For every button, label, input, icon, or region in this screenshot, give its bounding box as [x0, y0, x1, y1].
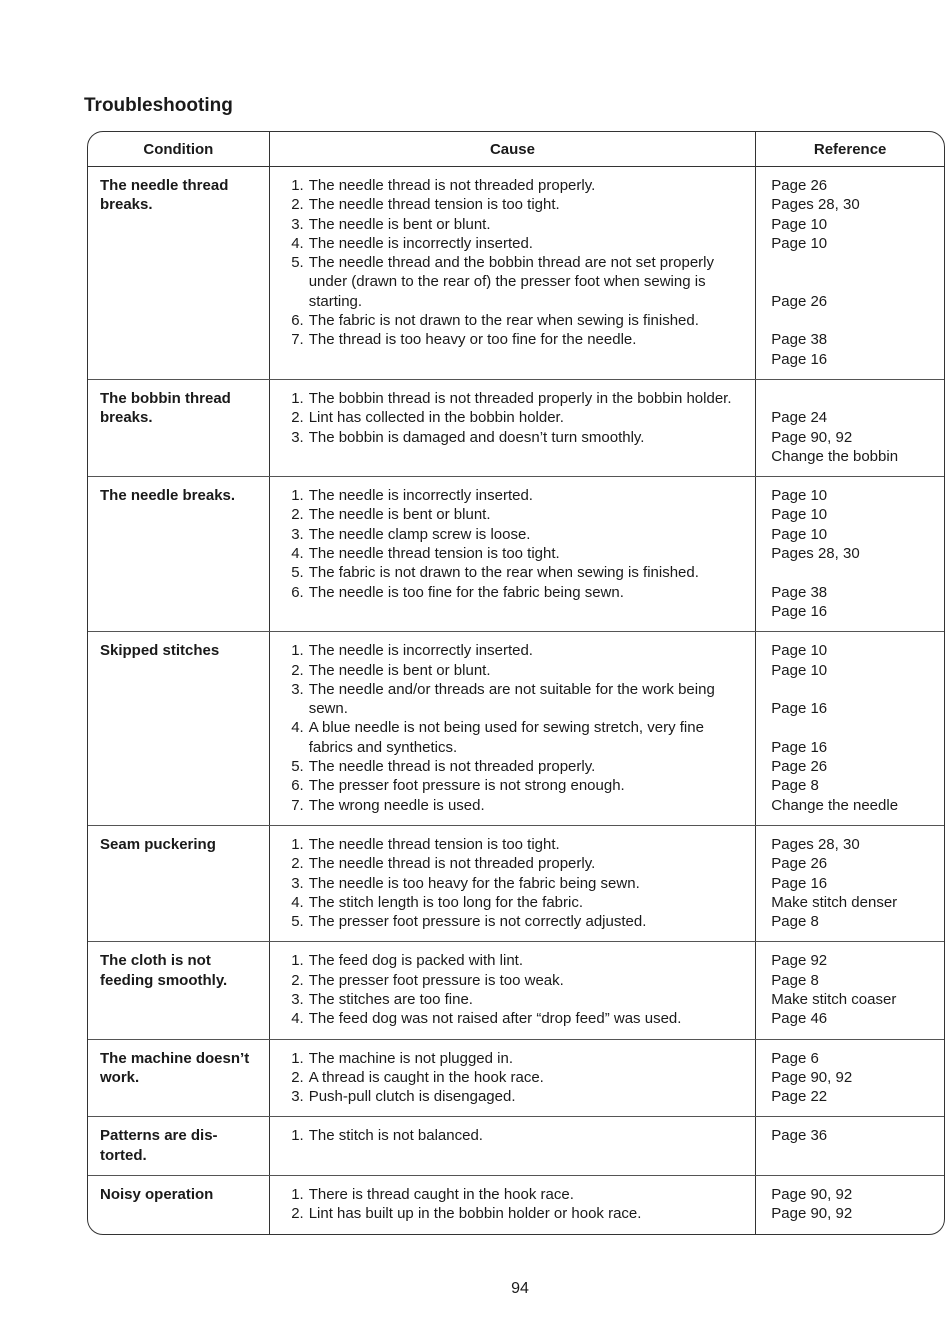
cause-cell	[269, 379, 756, 476]
cause-item	[282, 1049, 748, 1068]
cause-item	[282, 525, 748, 544]
table-body	[88, 167, 944, 1234]
table-row	[88, 1039, 944, 1117]
cause-item	[282, 1087, 748, 1106]
cause-number: 1.	[291, 389, 304, 407]
cause-item	[282, 718, 748, 757]
cause-item	[282, 253, 748, 311]
cause-number: 1.	[291, 952, 304, 970]
cause-text: The stitches are too fine.	[308, 990, 473, 1008]
cause-text: The needle clamp screw is loose.	[308, 525, 531, 543]
cause-item	[282, 971, 748, 990]
reference-line	[771, 718, 936, 737]
reference-line: Page 38	[771, 331, 828, 349]
cause-item	[282, 990, 748, 1009]
reference-line: Page 8	[771, 777, 819, 795]
reference-line: Page 16	[771, 350, 828, 368]
cause-item	[282, 389, 748, 408]
cause-number: 3.	[291, 680, 304, 698]
condition-cell: The bobbin thread breaks.	[88, 379, 269, 476]
cause-item	[282, 1009, 748, 1028]
reference-line: Page 26	[771, 292, 828, 310]
table-row	[88, 632, 944, 826]
cause-number: 5.	[291, 254, 304, 272]
reference-line: Page 10	[771, 487, 828, 505]
cause-number: 3.	[291, 525, 304, 543]
condition-cell: The machine doesn’t work.	[88, 1039, 269, 1117]
reference-line: Page 90, 92	[771, 1205, 853, 1223]
cause-item	[282, 330, 748, 349]
cause-number: 2.	[291, 971, 304, 989]
cause-text: The needle is bent or blunt.	[308, 506, 491, 524]
cause-number: 3.	[291, 874, 304, 892]
reference-line: Page 10	[771, 215, 828, 233]
cause-number: 4.	[291, 234, 304, 252]
cause-cell	[269, 942, 756, 1039]
cause-item	[282, 874, 748, 893]
reference-line: Pages 28, 30	[771, 545, 860, 563]
cause-cell	[269, 1176, 756, 1234]
reference-line	[771, 389, 936, 408]
reference-line: Page 38	[771, 583, 828, 601]
cause-item	[282, 1204, 748, 1223]
cause-number: 3.	[291, 990, 304, 1008]
cause-text: A blue needle is not being used for sewing stretch, very fine fabrics and synthetics.	[308, 719, 704, 756]
cause-cell	[269, 1039, 756, 1117]
cause-text: The presser foot pressure is too weak.	[308, 971, 564, 989]
reference-cell	[756, 942, 944, 1039]
reference-line: Page 90, 92	[771, 1068, 853, 1086]
cause-text: There is thread caught in the hook race.	[308, 1186, 574, 1204]
condition-cell: The cloth is not feeding smoothly.	[88, 942, 269, 1039]
cause-number: 3.	[291, 1088, 304, 1106]
cause-text: The stitch is not balanced.	[308, 1127, 483, 1145]
cause-item	[282, 661, 748, 680]
cause-number: 2.	[291, 661, 304, 679]
table-row	[88, 825, 944, 941]
cause-text: The needle is incorrectly inserted.	[308, 234, 533, 252]
reference-line: Page 26	[771, 855, 828, 873]
cause-item	[282, 583, 748, 602]
cause-text: The machine is not plugged in.	[308, 1049, 513, 1067]
cause-item	[282, 563, 748, 582]
cause-text: The bobbin is damaged and doesn’t turn smoothly.	[308, 428, 645, 446]
reference-cell	[756, 477, 944, 632]
cause-number: 6.	[291, 777, 304, 795]
cause-text: The needle thread tension is too tight.	[308, 545, 560, 563]
cause-text: The needle is incorrectly inserted.	[308, 487, 533, 505]
cause-item	[282, 680, 748, 719]
cause-item	[282, 641, 748, 660]
cause-item	[282, 1068, 748, 1087]
cause-item	[282, 893, 748, 912]
cause-item	[282, 776, 748, 795]
reference-line: Page 46	[771, 1010, 828, 1028]
cause-text: The bobbin thread is not threaded properly in the bobbin holder.	[308, 389, 732, 407]
reference-line	[771, 311, 936, 330]
cause-number: 2.	[291, 855, 304, 873]
reference-line: Page 10	[771, 661, 828, 679]
table-header-row	[88, 132, 944, 167]
reference-line: Page 90, 92	[771, 428, 853, 446]
cause-text: The needle is too fine for the fabric being sewn.	[308, 583, 624, 601]
cause-item	[282, 854, 748, 873]
cause-item	[282, 215, 748, 234]
cause-number: 6.	[291, 312, 304, 330]
cause-text: The feed dog is packed with lint.	[308, 952, 523, 970]
reference-line	[771, 563, 936, 582]
reference-cell	[756, 825, 944, 941]
cause-text: Lint has collected in the bobbin holder.	[308, 409, 564, 427]
reference-line: Page 36	[771, 1127, 828, 1145]
cause-number: 6.	[291, 583, 304, 601]
cause-number: 1.	[291, 835, 304, 853]
cause-item	[282, 195, 748, 214]
cause-number: 1.	[291, 1186, 304, 1204]
condition-cell: The needle thread breaks.	[88, 167, 269, 380]
cause-text: The needle is bent or blunt.	[308, 661, 491, 679]
page-number: 94	[511, 1280, 529, 1297]
header-condition: Condition	[88, 132, 269, 167]
reference-cell	[756, 167, 944, 380]
cause-text: The needle is incorrectly inserted.	[308, 642, 533, 660]
cause-number: 1.	[291, 487, 304, 505]
reference-line: Page 26	[771, 758, 828, 776]
table-row	[88, 942, 944, 1039]
cause-number: 2.	[291, 506, 304, 524]
reference-line: Pages 28, 30	[771, 196, 860, 214]
cause-item	[282, 1185, 748, 1204]
condition-cell: The needle breaks.	[88, 477, 269, 632]
table-row	[88, 477, 944, 632]
reference-line: Page 10	[771, 525, 828, 543]
cause-item	[282, 544, 748, 563]
troubleshooting-table	[88, 132, 944, 1234]
cause-text: The presser foot pressure is not correctly adjusted.	[308, 913, 647, 931]
header-cause: Cause	[269, 132, 756, 167]
cause-item	[282, 428, 748, 447]
cause-number: 3.	[291, 215, 304, 233]
cause-item	[282, 486, 748, 505]
table-row	[88, 379, 944, 476]
condition-cell: Patterns are dis-torted.	[88, 1117, 269, 1176]
condition-cell: Skipped stitches	[88, 632, 269, 826]
condition-cell: Seam puckering	[88, 825, 269, 941]
cause-item	[282, 234, 748, 253]
cause-text: The fabric is not drawn to the rear when sewing is finished.	[308, 312, 699, 330]
cause-item	[282, 912, 748, 931]
troubleshooting-table-frame	[87, 131, 945, 1235]
reference-cell	[756, 1176, 944, 1234]
cause-item	[282, 176, 748, 195]
cause-text: The presser foot pressure is not strong enough.	[308, 777, 625, 795]
cause-number: 1.	[291, 177, 304, 194]
cause-number: 1.	[291, 642, 304, 660]
header-reference: Reference	[756, 132, 944, 167]
cause-cell	[269, 632, 756, 826]
cause-text: The wrong needle is used.	[308, 796, 485, 814]
cause-number: 5.	[291, 913, 304, 931]
cause-text: The needle thread and the bobbin thread are not set properly under (drawn to the rear of) the presser foot when sewing is starting.	[308, 254, 714, 310]
cause-number: 1.	[291, 1049, 304, 1067]
cause-number: 3.	[291, 428, 304, 446]
page-title: Troubleshooting	[84, 95, 233, 116]
cause-number: 1.	[291, 1127, 304, 1145]
reference-line: Page 16	[771, 602, 828, 620]
cause-text: A thread is caught in the hook race.	[308, 1068, 544, 1086]
reference-line: Page 92	[771, 952, 828, 970]
cause-text: The needle is too heavy for the fabric being sewn.	[308, 874, 640, 892]
cause-item	[282, 311, 748, 330]
reference-line	[771, 253, 936, 272]
reference-cell	[756, 1039, 944, 1117]
cause-text: The needle thread tension is too tight.	[308, 835, 560, 853]
reference-line: Page 10	[771, 642, 828, 660]
reference-cell	[756, 632, 944, 826]
cause-item	[282, 1126, 748, 1145]
reference-line: Page 22	[771, 1088, 828, 1106]
cause-number: 4.	[291, 545, 304, 563]
reference-cell	[756, 379, 944, 476]
cause-item	[282, 951, 748, 970]
cause-text: The needle thread is not threaded properly.	[308, 177, 596, 194]
reference-line: Page 8	[771, 971, 819, 989]
reference-cell	[756, 1117, 944, 1176]
reference-line: Page 10	[771, 234, 828, 252]
cause-text: The fabric is not drawn to the rear when sewing is finished.	[308, 564, 699, 582]
cause-number: 2.	[291, 409, 304, 427]
cause-text: The needle thread is not threaded properly.	[308, 758, 596, 776]
reference-line: Change the needle	[771, 796, 899, 814]
reference-line	[771, 272, 936, 291]
cause-number: 5.	[291, 564, 304, 582]
reference-line: Make stitch denser	[771, 893, 898, 911]
cause-text: The needle thread is not threaded properly.	[308, 855, 596, 873]
cause-number: 2.	[291, 1068, 304, 1086]
cause-text: Push-pull clutch is disengaged.	[308, 1088, 516, 1106]
reference-line: Page 26	[771, 177, 828, 194]
reference-line: Page 90, 92	[771, 1186, 853, 1204]
cause-cell	[269, 477, 756, 632]
reference-line: Page 6	[771, 1049, 819, 1067]
cause-text: Lint has built up in the bobbin holder or hook race.	[308, 1205, 642, 1223]
cause-text: The feed dog was not raised after “drop feed” was used.	[308, 1010, 682, 1028]
cause-cell	[269, 167, 756, 380]
cause-item	[282, 835, 748, 854]
reference-line: Page 8	[771, 913, 819, 931]
cause-text: The needle is bent or blunt.	[308, 215, 491, 233]
cause-text: The stitch length is too long for the fabric.	[308, 893, 584, 911]
cause-number: 4.	[291, 719, 304, 737]
reference-line: Page 16	[771, 738, 828, 756]
cause-number: 4.	[291, 1010, 304, 1028]
table-row	[88, 1176, 944, 1234]
condition-cell: Noisy operation	[100, 1186, 214, 1204]
cause-item	[282, 757, 748, 776]
cause-number: 7.	[291, 331, 304, 349]
cause-number: 5.	[291, 758, 304, 776]
cause-text: The needle thread tension is too tight.	[308, 196, 560, 214]
cause-text: The thread is too heavy or too fine for the needle.	[308, 331, 637, 349]
reference-line: Page 16	[771, 874, 828, 892]
cause-text: The needle and/or threads are not suitable for the work being sewn.	[308, 680, 715, 718]
cause-number: 7.	[291, 796, 304, 814]
cause-number: 2.	[291, 1205, 304, 1223]
reference-line: Change the bobbin	[771, 447, 899, 465]
table-row	[88, 167, 944, 380]
reference-line: Make stitch coaser	[771, 990, 897, 1008]
reference-line: Page 24	[771, 409, 828, 427]
cause-item	[282, 796, 748, 815]
reference-line: Page 16	[771, 700, 828, 718]
cause-number: 2.	[291, 196, 304, 214]
cause-item	[282, 505, 748, 524]
reference-line: Page 10	[771, 506, 828, 524]
reference-line	[771, 680, 936, 699]
cause-item	[282, 408, 748, 427]
table-row	[88, 1117, 944, 1176]
cause-cell	[269, 825, 756, 941]
cause-cell	[269, 1117, 756, 1176]
reference-line: Pages 28, 30	[771, 835, 860, 853]
cause-number: 4.	[291, 893, 304, 911]
